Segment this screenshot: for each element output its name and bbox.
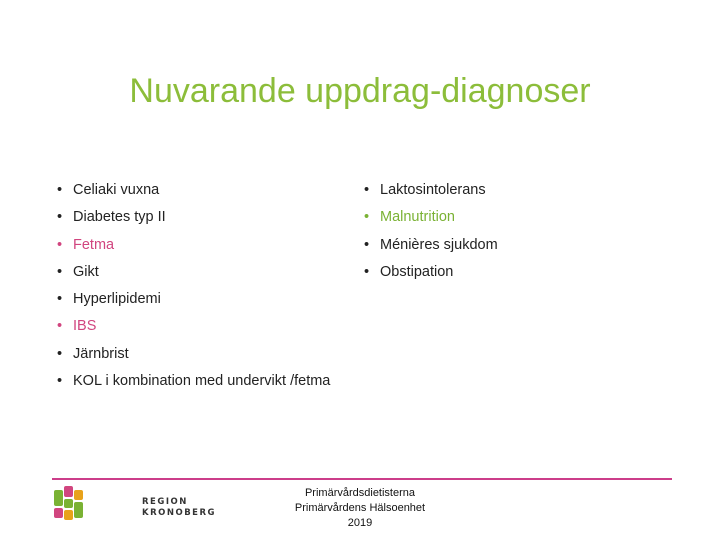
list-item: • KOL i kombination med undervikt /fetma [57, 371, 377, 398]
list-item: • Celiaki vuxna [57, 180, 377, 207]
list-item: • Ménières sjukdom [364, 235, 664, 262]
list-item: • IBS [57, 316, 377, 343]
logo-text-line1: REGION [142, 497, 188, 507]
footer-divider [52, 478, 672, 480]
footer-line2: Primärvårdens Hälsoenhet [294, 502, 426, 514]
list-item: • Diabetes typ II [57, 207, 377, 234]
list-item: • Hyperlipidemi [57, 289, 377, 316]
logo-mark-icon [54, 486, 86, 520]
footer-line1: Primärvårdsdietisterna [304, 487, 416, 499]
footer-credits [260, 486, 460, 531]
logo-text-line2: KRONOBERG [142, 508, 217, 518]
region-kronoberg-logo [54, 486, 217, 520]
diagnosis-list-left [57, 180, 377, 398]
list-item: • Gikt [57, 262, 377, 289]
list-item: • Obstipation [364, 262, 664, 289]
list-item: • Malnutrition [364, 207, 664, 234]
slide-title: Nuvarande uppdrag-diagnoser [129, 72, 591, 110]
footer-year: 2019 [347, 517, 373, 529]
list-item: • Laktosintolerans [364, 180, 664, 207]
diagnosis-list-right [364, 180, 664, 289]
list-item: • Järnbrist [57, 344, 377, 371]
list-item: • Fetma [57, 235, 377, 262]
